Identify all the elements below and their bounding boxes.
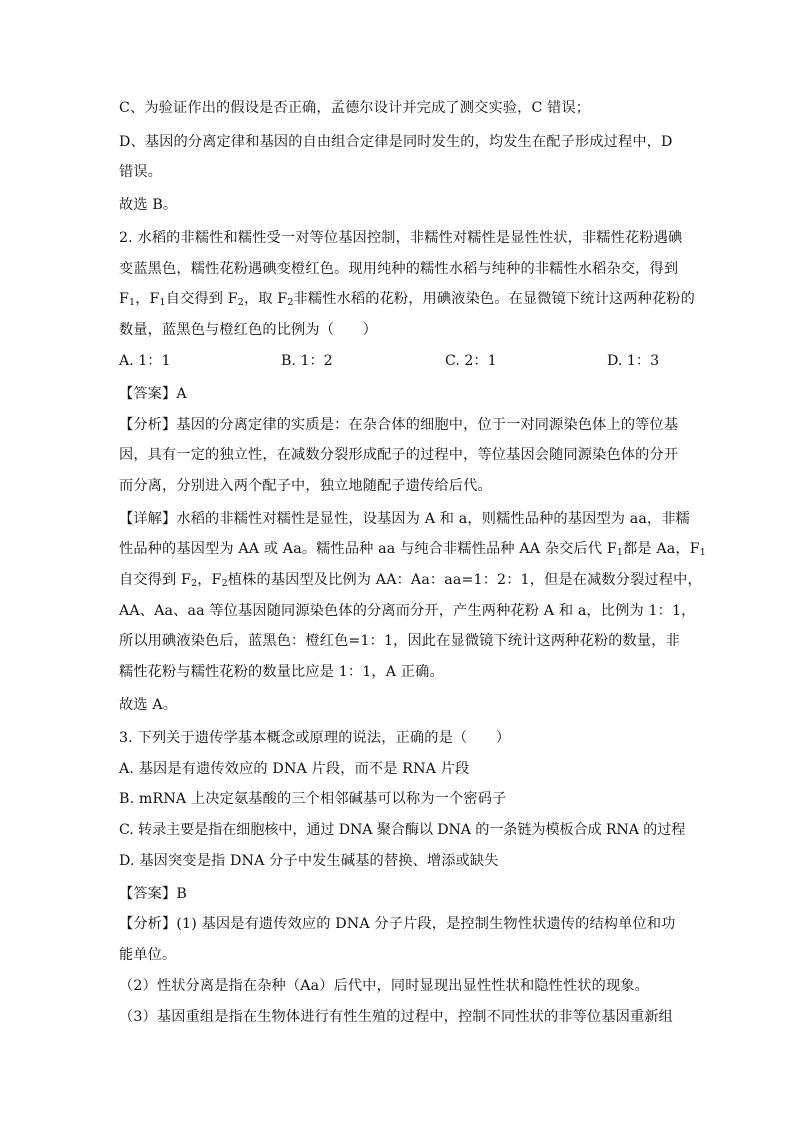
q3-analysis-line-2: 能单位。 bbox=[119, 947, 177, 963]
q3-analysis-line-4: （3）基因重组是指在生物体进行有性生殖的过程中，控制不同性状的非等位基因重新组 bbox=[119, 1009, 674, 1025]
q3-option-a: A. 基因是有遗传效应的 DNA 片段，而不是 RNA 片段 bbox=[119, 761, 470, 777]
q2-analysis-line-2: 因，具有一定的独立性，在减数分裂形成配子的过程中，等位基因会随同源染色体的分开 bbox=[119, 447, 679, 463]
prev-option-d-explanation-line-1: D、基因的分离定律和基因的自由组合定律是同时发生的，均发生在配子形成过程中，D bbox=[119, 134, 673, 150]
prev-conclusion: 故选 B。 bbox=[119, 197, 178, 213]
q2-detail-line-4: AA、Aa、aa 等位基因随同源染色体的分离而分开，产生两种花粉 A 和 a，比例为 1：1， bbox=[119, 603, 696, 619]
q2-option-b: B. 1：2 bbox=[281, 353, 333, 369]
q2-answer: 【答案】A bbox=[119, 386, 187, 402]
q2-analysis-line-3: 而分离，分别进入两个配子中，独立地随配子遗传给后代。 bbox=[119, 478, 492, 494]
q2-stem-line-2: 变蓝黑色，糯性花粉遇碘变橙红色。现用纯种的糯性水稻与纯种的非糯性水稻杂交，得到 bbox=[119, 261, 679, 277]
q3-option-d: D. 基因突变是指 DNA 分子中发生碱基的替换、增添或缺失 bbox=[119, 853, 499, 869]
q2-option-a: A. 1：1 bbox=[119, 353, 171, 369]
q2-detail-line-2: 性品种的基因型为 AA 或 Aa。糯性品种 aa 与纯合非糯性品种 AA 杂交后代 $F_1$都是 Aa，$F_1$ bbox=[119, 541, 706, 558]
q2-detail-line-1: 【详解】水稻的非糯性对糯性是显性，设基因为 A 和 a，则糯性品种的基因型为 aa，非糯 bbox=[119, 511, 691, 527]
q3-analysis-line-3: （2）性状分离是指在杂种（Aa）后代中，同时显现出显性性状和隐性性状的现象。 bbox=[119, 978, 649, 994]
q3-analysis-line-1: 【分析】(1) 基因是有遗传效应的 DNA 分子片段，是控制生物性状遗传的结构单位和功 bbox=[119, 916, 676, 932]
q2-option-d: D. 1：3 bbox=[607, 353, 660, 369]
q2-detail-line-6: 糯性花粉与糯性花粉的数量比应是 1：1，A 正确。 bbox=[119, 664, 444, 680]
prev-option-c-explanation: C、为验证作出的假设是否正确，孟德尔设计并完成了测交实验，C 错误； bbox=[119, 100, 591, 116]
q2-option-c: C. 2：1 bbox=[445, 353, 497, 369]
q2-stem-line-1: 2. 水稻的非糯性和糯性受一对等位基因控制，非糯性对糯性是显性性状，非糯性花粉遇碘 bbox=[119, 230, 683, 246]
q3-option-c: C. 转录主要是指在细胞核中，通过 DNA 聚合酶以 DNA 的一条链为模板合成 RNA 的过程 bbox=[119, 822, 686, 838]
q3-stem: 3. 下列关于遗传学基本概念或原理的说法，正确的是（ ） bbox=[119, 730, 511, 746]
q2-detail-line-5: 所以用碘液染色后，蓝黑色：橙红色=1：1，因此在显微镜下统计这两种花粉的数量，非 bbox=[119, 633, 680, 649]
q3-answer: 【答案】B bbox=[119, 886, 187, 902]
q2-conclusion: 故选 A。 bbox=[119, 697, 178, 713]
q2-stem-line-3: $F_1$，$F_1$自交得到 $F_2$，取 $F_2$非糯性水稻的花粉，用碘液染色。在显微镜下统计这两种花粉的 bbox=[119, 291, 695, 308]
q3-option-b: B. mRNA 上决定氨基酸的三个相邻碱基可以称为一个密码子 bbox=[119, 791, 507, 807]
q2-detail-line-3: 自交得到 $F_2$，$F_2$植株的基因型及比例为 AA：Aa：aa=1：2：1，但是在减数分裂过程中， bbox=[119, 572, 702, 589]
q2-stem-line-4: 数量，蓝黑色与橙红色的比例为（ ） bbox=[119, 322, 378, 338]
prev-option-d-explanation-line-2: 错误。 bbox=[119, 164, 163, 180]
q2-analysis-line-1: 【分析】基因的分离定律的实质是：在杂合体的细胞中，位于一对同源染色体上的等位基 bbox=[119, 417, 679, 433]
